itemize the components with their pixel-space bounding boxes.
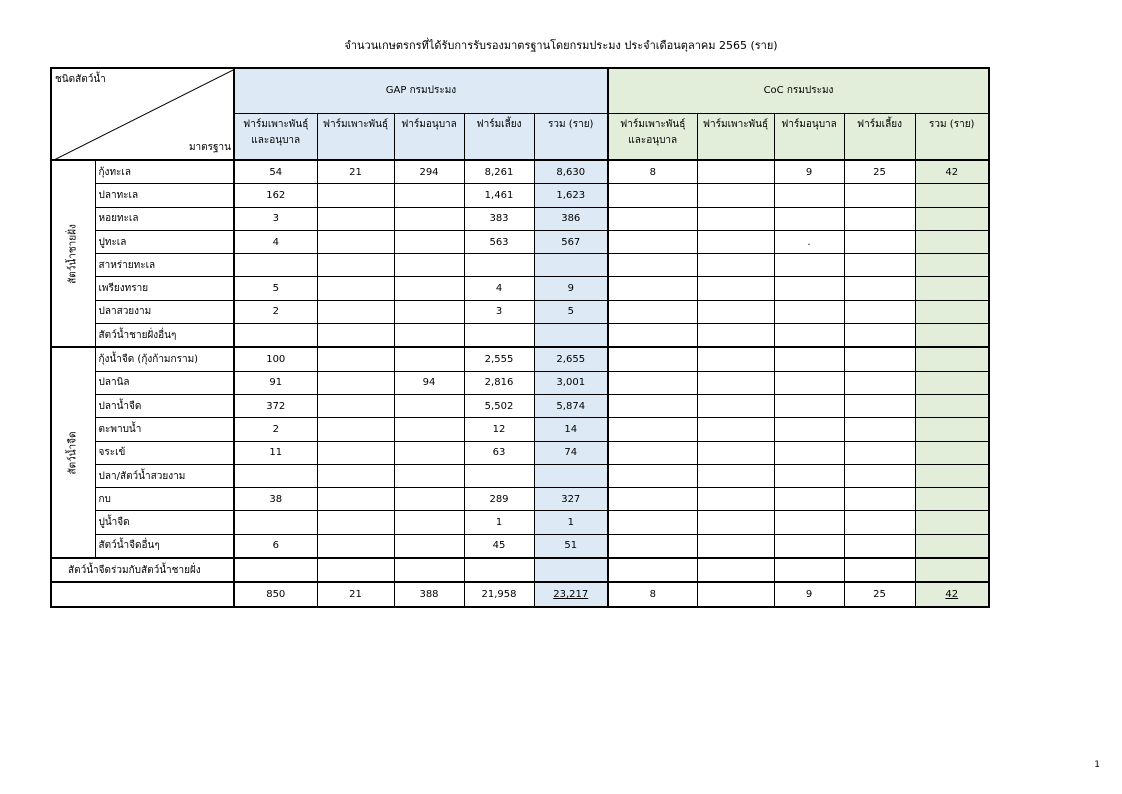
coc-value (774, 464, 844, 487)
coc-value (844, 534, 915, 558)
gap-value: 327 (534, 488, 608, 511)
gap-value (394, 254, 464, 277)
table-row (51, 488, 989, 511)
coc-value (774, 371, 844, 394)
species-name: หอยทะเล (95, 207, 234, 230)
coc-value (844, 254, 915, 277)
coc-value (697, 184, 774, 207)
species-name: ปลานิล (95, 371, 234, 394)
species-name: กุ้งน้ำจืด (กุ้งก้ามกราม) (95, 347, 234, 371)
gap-col-header: ฟาร์มอนุบาล (394, 113, 464, 160)
gap-value: 563 (464, 230, 534, 253)
coc-value (697, 441, 774, 464)
table-row (51, 254, 989, 277)
coc-value (915, 230, 989, 253)
coc-value (915, 207, 989, 230)
species-name: สัตว์น้ำจืดอื่นๆ (95, 534, 234, 558)
gap-value (464, 464, 534, 487)
coc-value (608, 207, 697, 230)
coc-value (608, 441, 697, 464)
coc-value (844, 230, 915, 253)
gap-value: 38 (234, 488, 317, 511)
coc-value (608, 558, 697, 582)
coc-value (844, 511, 915, 534)
gap-value: 2 (234, 418, 317, 441)
coc-value (844, 277, 915, 300)
gap-value (394, 277, 464, 300)
certification-table (50, 67, 990, 608)
species-name: ปูน้ำจืด (95, 511, 234, 534)
gap-value: 8,261 (464, 160, 534, 184)
table-row (51, 160, 989, 184)
gap-total: 850 (234, 582, 317, 606)
gap-total: 388 (394, 582, 464, 606)
gap-value (394, 300, 464, 323)
gap-value (534, 558, 608, 582)
coc-value (697, 347, 774, 371)
species-name: ปูทะเล (95, 230, 234, 253)
coc-value (608, 488, 697, 511)
coc-value (697, 534, 774, 558)
table-row (51, 441, 989, 464)
coc-value (608, 347, 697, 371)
gap-col-header: รวม (ราย) (534, 113, 608, 160)
coc-value (697, 558, 774, 582)
coc-value (608, 371, 697, 394)
gap-value: 45 (464, 534, 534, 558)
coc-value (774, 277, 844, 300)
gap-value (394, 324, 464, 348)
coc-value (697, 254, 774, 277)
gap-value: 94 (394, 371, 464, 394)
coc-value (697, 300, 774, 323)
coc-value (915, 511, 989, 534)
totals-label-cell (51, 582, 234, 606)
gap-value: 5 (534, 300, 608, 323)
coc-col-header: ฟาร์มเพาะพันธุ์ (697, 113, 774, 160)
coc-value (915, 418, 989, 441)
species-name: ปลาสวยงาม (95, 300, 234, 323)
coc-value (608, 418, 697, 441)
gap-value (394, 558, 464, 582)
coc-value (844, 324, 915, 348)
gap-value: 54 (234, 160, 317, 184)
table-row (51, 534, 989, 558)
gap-value: 567 (534, 230, 608, 253)
corner-label-standard: มาตรฐาน (188, 142, 231, 153)
coc-value (608, 394, 697, 417)
coc-value (697, 488, 774, 511)
gap-value (394, 464, 464, 487)
coc-value (774, 347, 844, 371)
coc-value: 42 (915, 160, 989, 184)
gap-value: 91 (234, 371, 317, 394)
coc-value (915, 300, 989, 323)
coc-value (844, 441, 915, 464)
coc-value (844, 347, 915, 371)
gap-value (394, 488, 464, 511)
coc-col-header: ฟาร์มอนุบาล (774, 113, 844, 160)
coc-value (844, 558, 915, 582)
species-name: สาหร่ายทะเล (95, 254, 234, 277)
corner-label-species: ชนิดสัตว์น้ำ (55, 74, 106, 85)
gap-value (317, 441, 394, 464)
gap-value (317, 464, 394, 487)
coc-value (844, 418, 915, 441)
coc-value (844, 300, 915, 323)
gap-value (317, 324, 394, 348)
coc-value (697, 464, 774, 487)
coc-value (774, 511, 844, 534)
coc-value (774, 558, 844, 582)
gap-value: 1,623 (534, 184, 608, 207)
coc-value (697, 160, 774, 184)
coc-value (608, 324, 697, 348)
gap-value (317, 558, 394, 582)
coc-value (697, 207, 774, 230)
gap-value: 3,001 (534, 371, 608, 394)
gap-header: GAP กรมประมง (234, 68, 608, 113)
coc-value (844, 371, 915, 394)
gap-value: 294 (394, 160, 464, 184)
gap-value (394, 230, 464, 253)
gap-value: 372 (234, 394, 317, 417)
gap-value: 12 (464, 418, 534, 441)
table-row (51, 464, 989, 487)
species-name: กบ (95, 488, 234, 511)
coc-total: 8 (608, 582, 697, 606)
coc-value (844, 184, 915, 207)
gap-value (317, 230, 394, 253)
combined-row (51, 558, 989, 582)
gap-col-header: ฟาร์มเลี้ยง (464, 113, 534, 160)
group-label: สัตว์น้ำจืด (67, 431, 79, 475)
gap-value: 74 (534, 441, 608, 464)
gap-value: 1 (534, 511, 608, 534)
gap-value (317, 511, 394, 534)
gap-value: 162 (234, 184, 317, 207)
table-row (51, 371, 989, 394)
coc-value (844, 394, 915, 417)
coc-header: CoC กรมประมง (608, 68, 989, 113)
gap-value (317, 207, 394, 230)
gap-value: 386 (534, 207, 608, 230)
table-row (51, 230, 989, 253)
coc-value (915, 371, 989, 394)
gap-value (394, 394, 464, 417)
gap-value: 63 (464, 441, 534, 464)
coc-value (915, 441, 989, 464)
gap-value (234, 464, 317, 487)
gap-value (534, 464, 608, 487)
table-row (51, 394, 989, 417)
gap-value: 2,816 (464, 371, 534, 394)
species-name: สัตว์น้ำชายฝั่งอื่นๆ (95, 324, 234, 348)
gap-value (394, 207, 464, 230)
gap-value (464, 558, 534, 582)
gap-value (317, 254, 394, 277)
gap-value: 2,555 (464, 347, 534, 371)
coc-total: 42 (915, 582, 989, 606)
table-row (51, 347, 989, 371)
gap-value (317, 394, 394, 417)
species-name: ตะพาบน้ำ (95, 418, 234, 441)
gap-value: 11 (234, 441, 317, 464)
corner-header-cell (51, 68, 234, 160)
table-row (51, 418, 989, 441)
gap-value: 3 (234, 207, 317, 230)
group-label: สัตว์น้ำชายฝั่ง (67, 223, 79, 284)
coc-value (915, 394, 989, 417)
coc-col-header: ฟาร์มเพาะพันธุ์และอนุบาล (608, 113, 697, 160)
coc-value (774, 300, 844, 323)
coc-value (697, 371, 774, 394)
species-name: ปลาน้ำจืด (95, 394, 234, 417)
gap-value (394, 441, 464, 464)
gap-value: 1,461 (464, 184, 534, 207)
table-row (51, 300, 989, 323)
coc-value (697, 277, 774, 300)
coc-total (697, 582, 774, 606)
gap-value (317, 184, 394, 207)
gap-value: 5 (234, 277, 317, 300)
coc-value (697, 418, 774, 441)
coc-value (915, 277, 989, 300)
table-row (51, 324, 989, 348)
coc-value: 25 (844, 160, 915, 184)
gap-value (234, 511, 317, 534)
gap-value: 6 (234, 534, 317, 558)
gap-value (234, 558, 317, 582)
gap-value: 5,874 (534, 394, 608, 417)
coc-col-header: รวม (ราย) (915, 113, 989, 160)
gap-value (317, 534, 394, 558)
coc-total: 25 (844, 582, 915, 606)
gap-value (317, 277, 394, 300)
coc-value (608, 464, 697, 487)
coc-value (774, 184, 844, 207)
gap-value: 21 (317, 160, 394, 184)
gap-value: 5,502 (464, 394, 534, 417)
coc-value (915, 488, 989, 511)
gap-value: 100 (234, 347, 317, 371)
coc-value (697, 394, 774, 417)
gap-value (394, 418, 464, 441)
coc-value (915, 558, 989, 582)
gap-total: 21,958 (464, 582, 534, 606)
coc-value (608, 277, 697, 300)
table-row (51, 511, 989, 534)
gap-value: 9 (534, 277, 608, 300)
coc-value (915, 254, 989, 277)
coc-value (774, 534, 844, 558)
gap-value: 2 (234, 300, 317, 323)
coc-value (774, 324, 844, 348)
coc-value: 9 (774, 160, 844, 184)
page-title: จำนวนเกษตรกรที่ได้รับการรับรองมาตรฐานโดยกรมประมง ประจำเดือนตุลาคม 2565 (ราย) (344, 39, 778, 52)
coc-value (697, 324, 774, 348)
gap-total: 23,217 (534, 582, 608, 606)
page-number: 1 (1094, 760, 1100, 770)
coc-value (608, 254, 697, 277)
combined-row-label: สัตว์น้ำจืดร่วมกับสัตว์น้ำชายฝั่ง (51, 558, 234, 582)
table-row (51, 277, 989, 300)
gap-value (317, 347, 394, 371)
coc-value (608, 534, 697, 558)
species-name: ปลา/สัตว์น้ำสวยงาม (95, 464, 234, 487)
gap-value (394, 184, 464, 207)
gap-value (234, 254, 317, 277)
gap-value: 4 (234, 230, 317, 253)
gap-value: 8,630 (534, 160, 608, 184)
gap-value (234, 324, 317, 348)
gap-value: 289 (464, 488, 534, 511)
table-row (51, 184, 989, 207)
coc-value (915, 347, 989, 371)
gap-col-header: ฟาร์มเพาะพันธุ์ (317, 113, 394, 160)
coc-value (697, 230, 774, 253)
coc-value (774, 394, 844, 417)
coc-total: 9 (774, 582, 844, 606)
gap-value (464, 324, 534, 348)
gap-value (534, 324, 608, 348)
coc-value (608, 511, 697, 534)
coc-value (697, 511, 774, 534)
gap-value: 383 (464, 207, 534, 230)
gap-total: 21 (317, 582, 394, 606)
coc-value (774, 254, 844, 277)
gap-value (464, 254, 534, 277)
coc-value (608, 230, 697, 253)
coc-value (774, 441, 844, 464)
species-name: ปลาทะเล (95, 184, 234, 207)
gap-value (534, 254, 608, 277)
gap-value: 51 (534, 534, 608, 558)
species-name: จระเข้ (95, 441, 234, 464)
coc-value (608, 300, 697, 323)
gap-value (317, 300, 394, 323)
gap-col-header: ฟาร์มเพาะพันธุ์และอนุบาล (234, 113, 317, 160)
gap-value (317, 418, 394, 441)
gap-value (394, 347, 464, 371)
group-label-cell (51, 347, 95, 558)
gap-value: 4 (464, 277, 534, 300)
totals-row (51, 582, 989, 606)
coc-value (844, 488, 915, 511)
gap-value (394, 534, 464, 558)
coc-value (774, 418, 844, 441)
gap-value: 2,655 (534, 347, 608, 371)
coc-value (774, 207, 844, 230)
gap-value: 14 (534, 418, 608, 441)
gap-value (317, 371, 394, 394)
gap-value: 3 (464, 300, 534, 323)
group-label-cell (51, 160, 95, 347)
coc-value (844, 464, 915, 487)
coc-value (844, 207, 915, 230)
gap-value (317, 488, 394, 511)
coc-value (915, 324, 989, 348)
coc-value (608, 184, 697, 207)
species-name: เพรียงทราย (95, 277, 234, 300)
coc-value (774, 488, 844, 511)
coc-value (915, 184, 989, 207)
coc-col-header: ฟาร์มเลี้ยง (844, 113, 915, 160)
gap-value: 1 (464, 511, 534, 534)
species-name: กุ้งทะเล (95, 160, 234, 184)
coc-value: 8 (608, 160, 697, 184)
gap-value (394, 511, 464, 534)
table-row (51, 207, 989, 230)
coc-value: . (774, 230, 844, 253)
coc-value (915, 464, 989, 487)
coc-value (915, 534, 989, 558)
